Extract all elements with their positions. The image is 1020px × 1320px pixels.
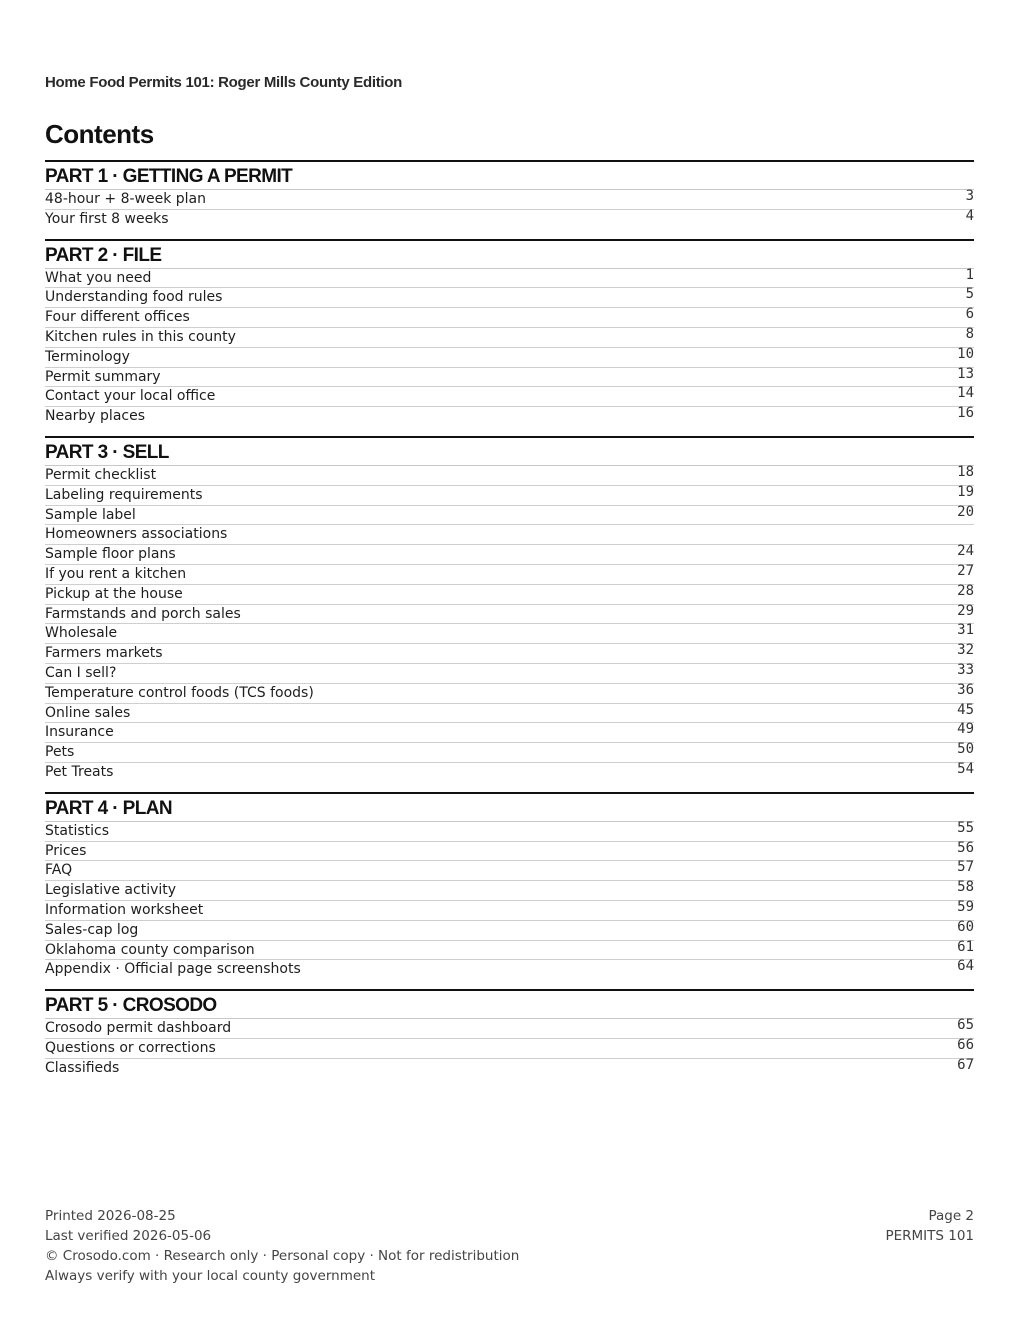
toc-entry-title: Temperature control foods (TCS foods) xyxy=(45,684,314,701)
toc-entry-page: 20 xyxy=(957,503,974,520)
toc-part xyxy=(45,792,974,980)
toc-part xyxy=(45,436,974,783)
toc-entry-title: FAQ xyxy=(45,862,73,879)
toc-entry-page: 28 xyxy=(957,582,974,599)
verified-date: Last verified 2026-05-06 xyxy=(45,1228,212,1244)
verify-note: Always verify with your local county government xyxy=(45,1268,375,1284)
toc-entry[interactable] xyxy=(45,345,974,368)
toc-entry-page: 59 xyxy=(957,898,974,915)
part-heading: PART 4 · PLAN xyxy=(45,792,974,822)
toc-entry-page: 14 xyxy=(957,385,974,402)
table-of-contents xyxy=(45,160,974,1087)
toc-entry-page: 50 xyxy=(957,741,974,758)
document-title: Home Food Permits 101: Roger Mills County Edition xyxy=(45,74,403,91)
toc-entry-title: Sample floor plans xyxy=(45,546,176,563)
part-heading: PART 2 · FILE xyxy=(45,239,974,269)
toc-entry-title: Insurance xyxy=(45,724,114,741)
toc-entry[interactable] xyxy=(45,503,974,526)
toc-entry-title: Terminology xyxy=(45,348,130,365)
toc-entry-page: 56 xyxy=(957,839,974,856)
toc-entry-title: Understanding food rules xyxy=(45,289,223,306)
printed-date: Printed 2026-08-25 xyxy=(45,1208,176,1224)
toc-entry-title: Statistics xyxy=(45,822,109,839)
toc-entry[interactable] xyxy=(45,387,974,407)
toc-entry-page: 36 xyxy=(957,681,974,698)
toc-entry-title: Crosodo permit dashboard xyxy=(45,1020,232,1037)
toc-entry-title: If you rent a kitchen xyxy=(45,565,187,582)
toc-entry-title: Sales-cap log xyxy=(45,921,139,938)
toc-entry[interactable] xyxy=(45,463,974,486)
toc-entry-title: Your first 8 weeks xyxy=(45,210,169,227)
toc-entry[interactable] xyxy=(45,760,974,783)
toc-entry-page: 54 xyxy=(957,760,974,777)
toc-entry-page: 29 xyxy=(957,602,974,619)
toc-entry-title: Pets xyxy=(45,744,75,761)
toc-entry-page: 60 xyxy=(957,918,974,935)
toc-entry[interactable] xyxy=(45,562,974,585)
copyright-notice: © Crosodo.com · Research only · Personal copy · Not for redistribution xyxy=(45,1248,520,1264)
toc-entry-title: Permit checklist xyxy=(45,466,157,483)
toc-entry[interactable] xyxy=(45,582,974,605)
part-heading: PART 3 · SELL xyxy=(45,436,974,466)
toc-entry-title: Sample label xyxy=(45,506,136,523)
toc-part xyxy=(45,989,974,1078)
toc-entry-page: 32 xyxy=(957,642,974,659)
toc-entry-page: 66 xyxy=(957,1036,974,1053)
toc-entry-page: 27 xyxy=(957,562,974,579)
toc-entry[interactable] xyxy=(45,898,974,921)
toc-entry[interactable] xyxy=(45,1056,974,1079)
toc-entry-page: 4 xyxy=(965,207,974,224)
toc-entry[interactable] xyxy=(45,545,974,565)
toc-part xyxy=(45,160,974,230)
toc-entry[interactable] xyxy=(45,1019,974,1039)
toc-entry-title: Can I sell? xyxy=(45,664,117,681)
toc-entry[interactable] xyxy=(45,681,974,704)
footer-left xyxy=(45,1206,519,1286)
toc-entry-page: 65 xyxy=(957,1017,974,1034)
toc-entry[interactable] xyxy=(45,701,974,724)
toc-entry[interactable] xyxy=(45,602,974,625)
toc-entry-page: 55 xyxy=(957,819,974,836)
toc-entry-page: 6 xyxy=(965,306,974,323)
toc-entry[interactable] xyxy=(45,723,974,743)
toc-entry-page: 13 xyxy=(957,365,974,382)
toc-entry-title: Farmstands and porch sales xyxy=(45,605,241,622)
toc-entry-title: 48-hour + 8-week plan xyxy=(45,191,206,207)
toc-entry-title: Contact your local office xyxy=(45,388,216,405)
toc-entry[interactable] xyxy=(45,661,974,684)
toc-entry[interactable] xyxy=(45,365,974,388)
page-number: Page 2 xyxy=(928,1208,974,1224)
toc-entry[interactable] xyxy=(45,819,974,842)
toc-entry-page: 5 xyxy=(965,286,974,303)
toc-entry[interactable] xyxy=(45,624,974,644)
toc-entry-page: 45 xyxy=(957,701,974,718)
footer-right xyxy=(885,1206,974,1246)
toc-entry[interactable] xyxy=(45,308,974,328)
toc-entry-title: What you need xyxy=(45,269,152,286)
toc-entry-page: 31 xyxy=(957,622,974,639)
toc-entry[interactable] xyxy=(45,483,974,506)
toc-entry[interactable] xyxy=(45,207,974,230)
toc-entry-page: 3 xyxy=(965,188,974,204)
toc-entry-title: Pickup at the house xyxy=(45,585,183,602)
toc-entry[interactable] xyxy=(45,839,974,862)
toc-entry[interactable] xyxy=(45,960,974,980)
part-heading: PART 1 · GETTING A PERMIT xyxy=(45,160,974,190)
toc-entry-page: 64 xyxy=(957,958,974,975)
toc-entry[interactable] xyxy=(45,743,974,763)
toc-entry-title: Legislative activity xyxy=(45,882,177,899)
toc-entry-title: Labeling requirements xyxy=(45,486,203,503)
toc-entry-title: Classifieds xyxy=(45,1059,120,1076)
toc-entry-title: Online sales xyxy=(45,704,131,721)
toc-entry-title: Four different offices xyxy=(45,309,190,326)
toc-entry[interactable] xyxy=(45,288,974,308)
toc-entry-page: 67 xyxy=(957,1056,974,1073)
toc-entry-page: 61 xyxy=(957,938,974,955)
toc-entry-page: 58 xyxy=(957,879,974,896)
series-name: PERMITS 101 xyxy=(885,1228,974,1244)
toc-entry-title: Nearby places xyxy=(45,408,146,425)
toc-entry-page: 16 xyxy=(957,405,974,422)
part-heading: PART 5 · CROSODO xyxy=(45,989,974,1019)
toc-entry-page: 33 xyxy=(957,661,974,678)
toc-entry[interactable] xyxy=(45,525,974,545)
toc-entry-title: Farmers markets xyxy=(45,645,163,662)
toc-entry-page: 10 xyxy=(957,345,974,362)
toc-entry[interactable] xyxy=(45,1036,974,1059)
toc-entry-title: Appendix · Official page screenshots xyxy=(45,961,301,978)
toc-entry-title: Kitchen rules in this county xyxy=(45,328,236,345)
contents-title: Contents xyxy=(45,119,154,149)
toc-entry[interactable] xyxy=(45,190,974,210)
toc-entry-title: Homeowners associations xyxy=(45,526,228,543)
toc-entry-page: 57 xyxy=(957,859,974,876)
toc-entry[interactable] xyxy=(45,407,974,427)
toc-entry-title: Questions or corrections xyxy=(45,1039,216,1056)
toc-entry-title: Information worksheet xyxy=(45,901,204,918)
toc-entry[interactable] xyxy=(45,881,974,901)
toc-entry-page: 8 xyxy=(965,325,974,342)
toc-entry-title: Prices xyxy=(45,842,87,859)
toc-entry-page: 49 xyxy=(957,721,974,738)
toc-entry[interactable] xyxy=(45,861,974,881)
toc-entry-title: Permit summary xyxy=(45,368,161,385)
toc-entry[interactable] xyxy=(45,644,974,664)
toc-entry-title: Pet Treats xyxy=(45,763,114,780)
toc-entry-title: Oklahoma county comparison xyxy=(45,941,255,958)
toc-part xyxy=(45,239,974,427)
toc-entry-title: Wholesale xyxy=(45,625,118,642)
toc-entry-page: 18 xyxy=(957,463,974,480)
toc-entry[interactable] xyxy=(45,266,974,289)
toc-entry-page: 19 xyxy=(957,483,974,500)
toc-entry-page: 1 xyxy=(965,266,974,283)
toc-entry-page: 24 xyxy=(957,543,974,560)
toc-entry[interactable] xyxy=(45,918,974,941)
toc-entry[interactable] xyxy=(45,325,974,348)
toc-entry[interactable] xyxy=(45,938,974,961)
